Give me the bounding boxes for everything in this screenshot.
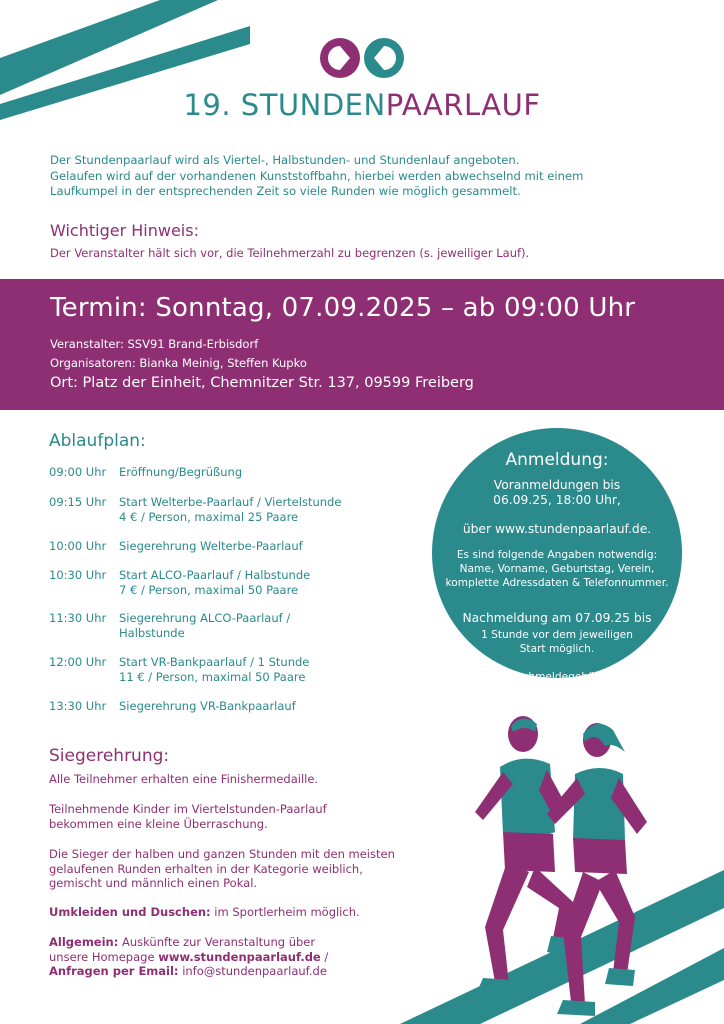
event-info-band (0, 279, 724, 410)
homepage-link[interactable]: www.stundenpaarlauf.de (158, 949, 321, 964)
event-logo (316, 36, 408, 80)
schedule-desc (119, 539, 379, 554)
event-location: Ort: Platz der Einheit, Chemnitzer Str. 137, 09599 Freiberg (50, 375, 474, 391)
schedule-row (49, 655, 379, 685)
registration-heading: Anmeldung: (505, 450, 609, 470)
schedule-time: 10:30 Uhr (49, 568, 107, 582)
intro-line: Laufkumpel in der entsprechenden Zeit so viele Runden wie möglich gesammelt. (50, 184, 521, 198)
schedule-row (49, 568, 379, 598)
organizer: Veranstalter: SSV91 Brand-Erbisdorf (50, 337, 259, 351)
registration-pre-line: Voranmeldungen bis (493, 478, 621, 492)
schedule-time: 09:15 Uhr (49, 495, 107, 509)
late-registration-heading: Nachmeldung am 07.09.25 bis (462, 611, 652, 625)
awards-kids-line: Teilnehmende Kinder im Viertelstunden-Paarlauf (49, 802, 327, 816)
title-part-paarlauf: PAARLAUF (385, 88, 541, 122)
late-fee-line: 2,00 Euro / Person (508, 687, 606, 699)
page-title (0, 88, 724, 122)
notice-text: Der Veranstalter hält sich vor, die Teilnehmerzahl zu begrenzen (s. jeweiliger Lauf). (50, 246, 530, 260)
awards-kids-line: bekommen eine kleine Überraschung. (49, 816, 268, 831)
schedule-line: Halbstunde (119, 626, 185, 640)
general-text: Auskünfte zur Veranstaltung über (118, 935, 316, 949)
schedule-time: 09:00 Uhr (49, 465, 107, 479)
schedule-line: 4 € / Person, maximal 25 Paare (119, 510, 299, 524)
event-date: Termin: Sonntag, 07.09.2025 – ab 09:00 Uhr (50, 293, 636, 323)
schedule-time: 12:00 Uhr (49, 655, 107, 669)
awards-trophy-line: gemischt und männlich einen Pokal. (49, 876, 258, 890)
schedule-line: Start Welterbe-Paarlauf / Viertelstunde (119, 495, 342, 509)
late-registration-line: Start möglich. (519, 643, 595, 655)
registration-circle (432, 428, 682, 699)
late-registration-line: 1 Stunde vor dem jeweiligen (481, 629, 633, 641)
registration-url[interactable]: über www.stundenpaarlauf.de. (462, 522, 652, 536)
email-label: Anfragen per Email: (49, 964, 179, 978)
schedule-line: Start VR-Bankpaarlauf / 1 Stunde (119, 655, 310, 669)
runners-illustration (455, 712, 665, 1024)
late-fee-line: Nachmeldegebühr (508, 671, 606, 683)
schedule-row (49, 539, 379, 554)
changing-rooms-info: im Sportlerheim möglich. (210, 905, 360, 919)
schedule-desc (119, 611, 379, 641)
changing-rooms-label: Umkleiden und Duschen: (49, 905, 211, 919)
schedule-time: 11:30 Uhr (49, 611, 107, 625)
registration-info-line: Es sind folgende Angaben notwendig: (456, 549, 658, 561)
schedule-row (49, 699, 379, 714)
registration-info-line: komplette Adressdaten & Telefonnummer. (445, 577, 669, 589)
schedule-time: 10:00 Uhr (49, 539, 107, 553)
schedule-line: Siegerehrung Welterbe-Paarlauf (119, 539, 303, 553)
schedule-desc (119, 465, 379, 480)
awards-trophy-text (49, 847, 439, 891)
schedule-line: 11 € / Person, maximal 50 Paare (119, 670, 306, 684)
awards-trophy-line: gelaufenen Runden erhalten in der Kategorie weiblich, (49, 861, 363, 876)
registration-info-line: Name, Vorname, Geburtstag, Verein, (459, 563, 655, 575)
intro-line: Gelaufen wird auf der vorhandenen Kunststoffbahn, hierbei werden abwechselnd mit einem (50, 168, 584, 183)
schedule-row (49, 611, 379, 641)
schedule-line: Eröffnung/Begrüßung (119, 465, 243, 479)
schedule-desc (119, 495, 379, 525)
schedule-line: 7 € / Person, maximal 50 Paare (119, 583, 299, 597)
awards-kids-text (49, 802, 439, 831)
organizers-names: Organisatoren: Bianka Meinig, Steffen Kupko (50, 356, 307, 370)
title-part-stunden: 19. STUNDEN (183, 88, 386, 122)
schedule-desc (119, 655, 379, 685)
schedule-desc (119, 699, 379, 714)
schedule-line: Start ALCO-Paarlauf / Halbstunde (119, 568, 311, 582)
general-label: Allgemein: (49, 935, 119, 949)
changing-rooms-text (49, 905, 439, 920)
schedule-line: Siegerehrung ALCO-Paarlauf / (119, 611, 291, 625)
general-info (49, 935, 439, 979)
schedule-row (49, 465, 379, 480)
schedule-desc (119, 568, 379, 598)
registration-pre-line: 06.09.25, 18:00 Uhr, (493, 493, 621, 507)
schedule-line: Siegerehrung VR-Bankpaarlauf (119, 699, 296, 713)
awards-medal-text: Alle Teilnehmer erhalten eine Finishermedaille. (49, 772, 319, 786)
schedule-row (49, 495, 379, 525)
homepage-text: unsere Homepage (49, 949, 159, 964)
awards-trophy-line: Die Sieger der halben und ganzen Stunden mit den meisten (49, 847, 395, 861)
awards-heading: Siegerehrung: (49, 746, 170, 766)
intro-line: Der Stundenpaarlauf wird als Viertel-, Halbstunden- und Stundenlauf angeboten. (50, 153, 520, 167)
schedule-time: 13:30 Uhr (49, 699, 107, 713)
schedule-heading: Ablaufplan: (49, 431, 146, 451)
intro-text (50, 153, 650, 200)
email-address[interactable]: info@stundenpaarlauf.de (178, 964, 327, 978)
notice-heading: Wichtiger Hinweis: (50, 221, 199, 240)
homepage-separator: / (320, 949, 329, 964)
